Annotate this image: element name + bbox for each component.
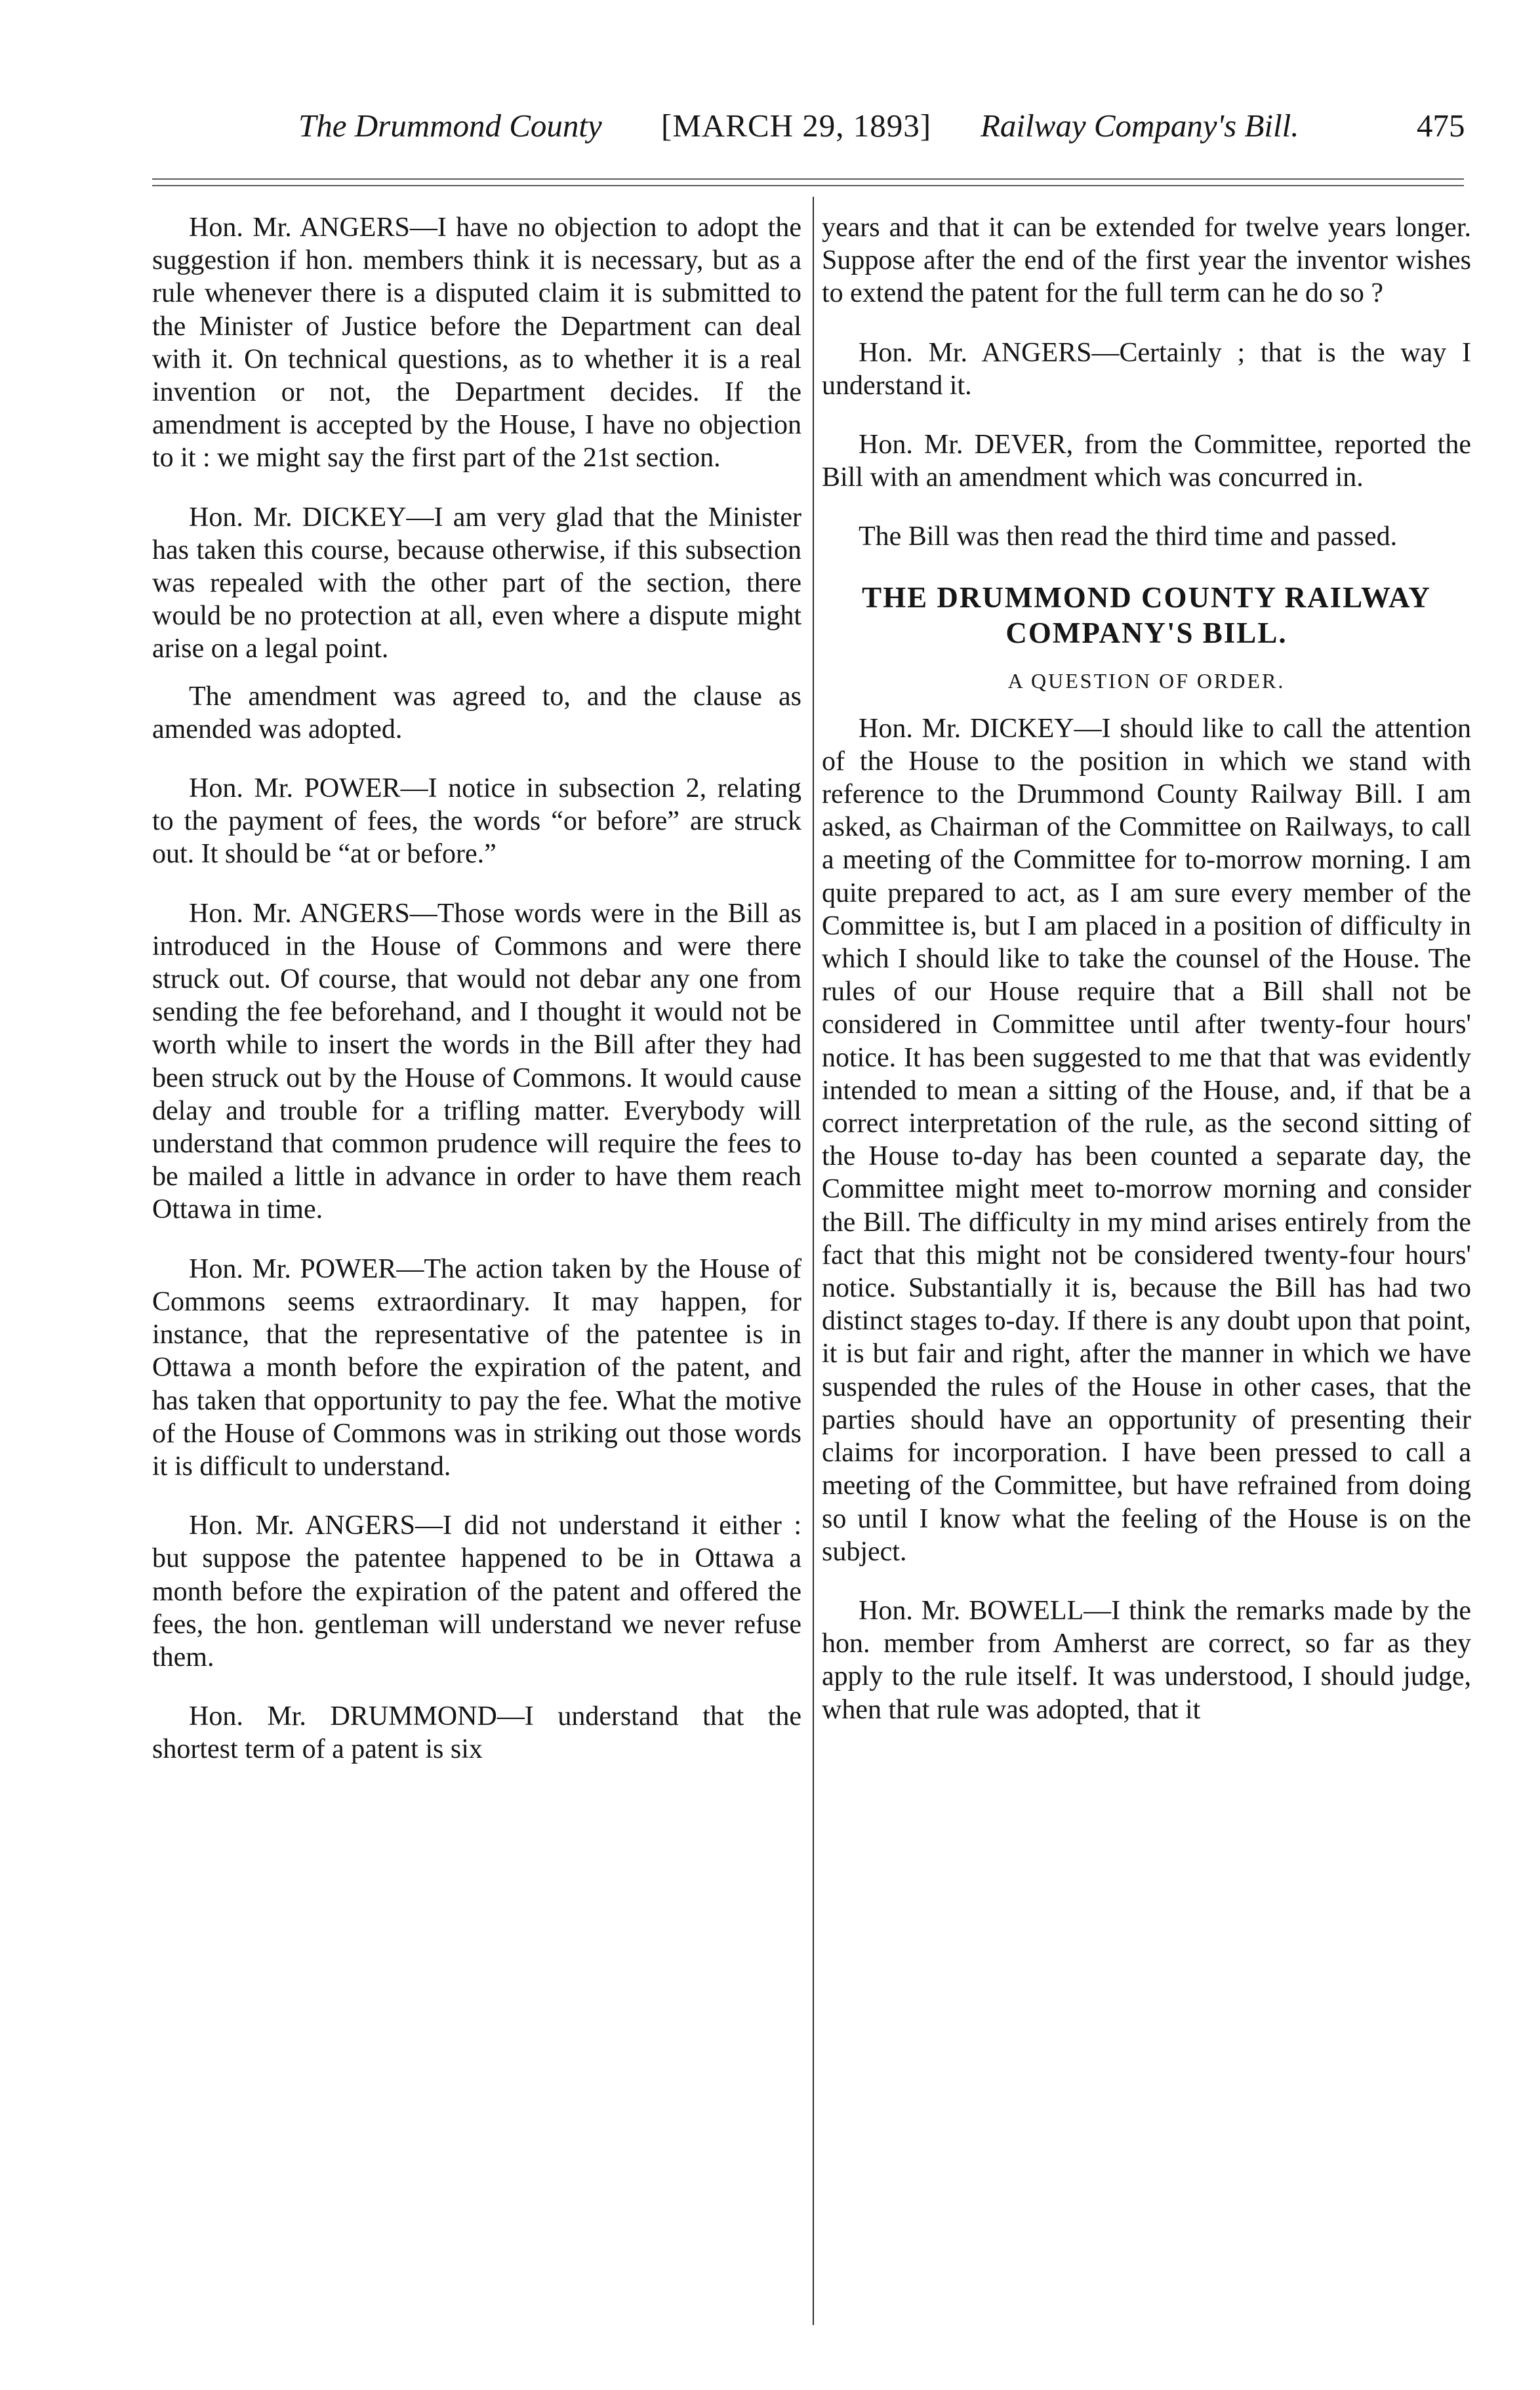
committee-report-dever: Hon. Mr. DEVER, from the Committee, reported the Bill with an amendment which was concurred in. [822, 430, 1471, 493]
header-rule-top [152, 178, 1464, 180]
running-subtitle: Railway Company's Bill. [981, 108, 1299, 144]
speech-angers-4: Hon. Mr. ANGERS—Certainly ; that is the way I understand it. [822, 337, 1471, 401]
procedural-note-third-reading: The Bill was then read the third time and passed. [859, 521, 1398, 552]
right-column [822, 211, 1471, 1726]
header-date: [MARCH 29, 1893] [661, 108, 932, 144]
speech-dickey-1: Hon. Mr. DICKEY—I am very glad that the Minister has taken this course, because otherwise, if this subsection was repealed with the other part of the section, there would be no protection at all, even where a dispute might arise on a legal point. [152, 502, 801, 664]
speech-power-1: Hon. Mr. POWER—I notice in subsection 2, relating to the payment of fees, the words “or before” are struck out. It should be “at or before.” [152, 773, 801, 870]
procedural-note-amendment: The amendment was agreed to, and the clause as amended was adopted. [152, 681, 801, 744]
section-subheading: A QUESTION OF ORDER. [1007, 668, 1286, 693]
section-heading: THE DRUMMOND COUNTY RAILWAY COMPANY'S BILL. [862, 580, 1431, 649]
running-title: The Drummond County [298, 108, 602, 144]
header-rule-bottom [152, 185, 1464, 186]
column-divider [813, 197, 814, 2325]
speech-bowell-1: Hon. Mr. BOWELL—I think the remarks made by the hon. member from Amherst are correct, so far as they apply to the rule itself. It was understood, I should judge, when that rule was adopted, that it [822, 1595, 1471, 1725]
speech-dickey-2: Hon. Mr. DICKEY—I should like to call the attention of the House to the position in which we stand with reference to the Drummond County Railway Bill. I am asked, as Chairman of the Committee on Railways, to call a meeting of the Committee for to-morrow morning. I am quite prepared to act, as I am sure every member of the Committee is, but I am placed in a position of difficulty in which I should like to take the counsel of the House. The rules of our House require that a Bill shall not be considered in Committee until after twenty-four hours' notice. It has been suggested to me that that was evidently intended to mean a sitting of the House, and, if that be a correct interpretation of the rule, as the second sitting of the House to-day has been counted a separate day, the Committee might meet to-morrow morning and consider the Bill. The difficulty in my mind arises entirely from the fact that this might not be considered twenty-four hours' notice. Substantially it is, because the Bill has had two distinct stages to-day. If there is any doubt upon that point, it is but fair and right, after the manner in which we have suspended the rules of the House in other cases, that the parties should have an opportunity of presenting their claims for incorporation. I have been pressed to call a meeting of the Committee, but have refrained from doing so until I know what the feeling of the House is on the subject. [822, 713, 1471, 1567]
speech-drummond-continued: years and that it can be extended for twelve years longer. Suppose after the end of the first year the inventor wishes to extend the patent for the full term can he do so ? [822, 213, 1471, 309]
speech-angers-2: Hon. Mr. ANGERS—Those words were in the Bill as introduced in the House of Commons and were there struck out. Of course, that would not debar any one from sending the fee beforehand, and I thought it would not be worth while to insert the words in the Bill after they had been struck out by the House of Commons. It would cause delay and trouble for a trifling matter. Everybody will understand that common prudence will require the fees to be mailed a little in advance in order to have them reach Ottawa in time. [152, 898, 801, 1225]
speech-power-2: Hon. Mr. POWER—The action taken by the House of Commons seems extraordinary. It may happen, for instance, that the representative of the patentee is in Ottawa a month before the expiration of the patent, and has taken that opportunity to pay the fee. What the motive of the House of Commons was in striking out those words it is difficult to understand. [152, 1253, 801, 1482]
page-header [298, 100, 1486, 152]
speech-angers-1: Hon. Mr. ANGERS—I have no objection to adopt the suggestion if hon. members think it is necessary, but as a rule whenever there is a disputed claim it is submitted to the Minister of Justice before the Department can deal with it. On technical questions, as to whether it is a real invention or not, the Department decides. If the amendment is accepted by the House, I have no objection to it : we might say the first part of the 21st section. [152, 213, 801, 474]
page-number: 475 [1417, 108, 1465, 144]
speech-drummond-1: Hon. Mr. DRUMMOND—I understand that the shortest term of a patent is six [152, 1701, 801, 1765]
speech-angers-3: Hon. Mr. ANGERS—I did not understand it either : but suppose the patentee happened to be in Ottawa a month before the expiration of the patent and offered the fees, the hon. gentleman will understand we never refuse them. [152, 1510, 801, 1672]
left-column [152, 211, 801, 1766]
